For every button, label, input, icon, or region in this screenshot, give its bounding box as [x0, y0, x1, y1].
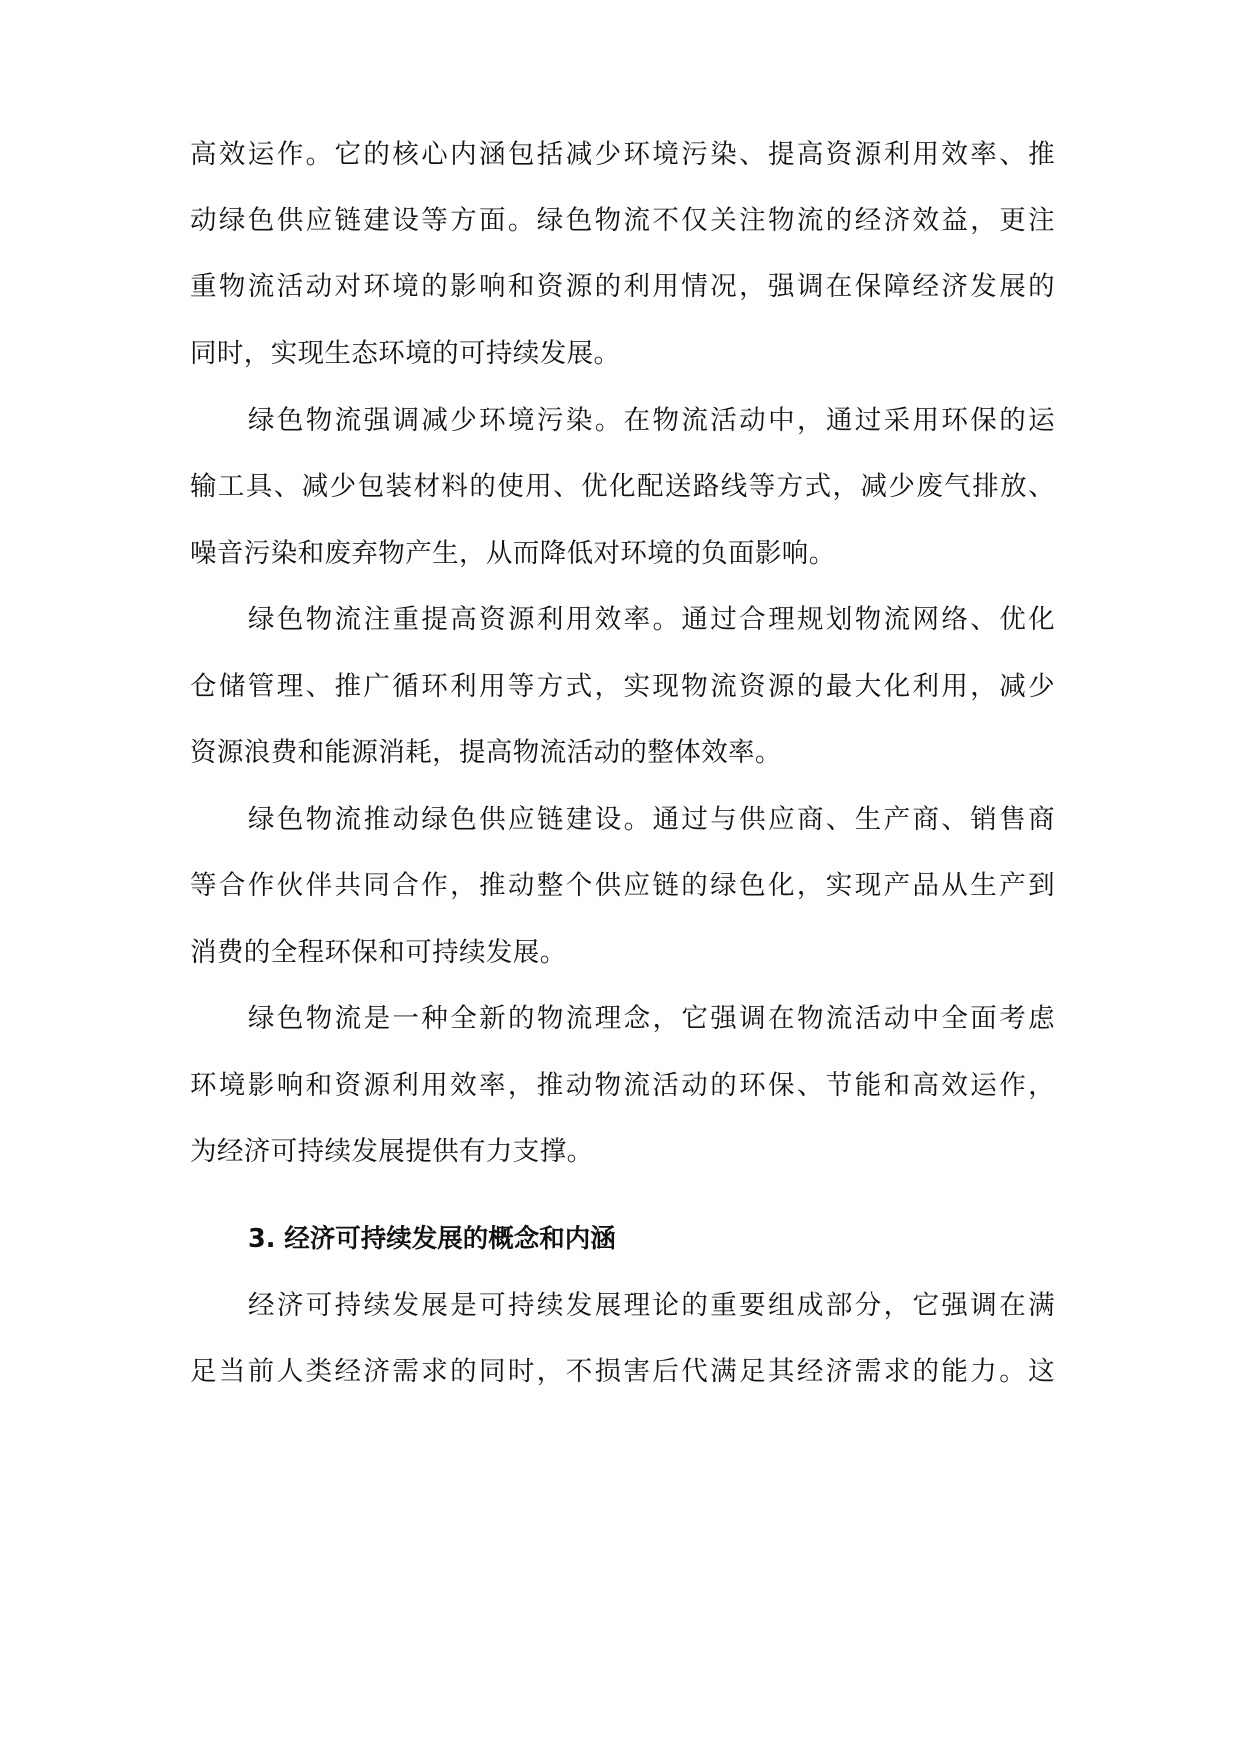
paragraph-5-line-2: 环境影响和资源利用效率，推动物流活动的环保、节能和高效运作，	[190, 1070, 1055, 1101]
paragraph-1-line-4: 同时，实现生态环境的可持续发展。	[190, 338, 621, 369]
section-heading: 3. 经济可持续发展的概念和内涵	[248, 1224, 616, 1254]
paragraph-3-line-1: 绿色物流注重提高资源利用效率。通过合理规划物流网络、优化	[248, 604, 1055, 635]
paragraph-1-line-3: 重物流活动对环境的影响和资源的利用情况，强调在保障经济发展的	[190, 271, 1055, 302]
paragraph-1-line-1: 高效运作。它的核心内涵包括减少环境污染、提高资源利用效率、推	[190, 139, 1055, 170]
paragraph-3-line-2: 仓储管理、推广循环利用等方式，实现物流资源的最大化利用，减少	[190, 671, 1055, 702]
paragraph-4-line-2: 等合作伙伴共同合作，推动整个供应链的绿色化，实现产品从生产到	[190, 870, 1055, 901]
paragraph-3-line-3: 资源浪费和能源消耗，提高物流活动的整体效率。	[190, 737, 782, 768]
paragraph-6-line-2: 足当前人类经济需求的同时，不损害后代满足其经济需求的能力。这	[190, 1356, 1055, 1387]
paragraph-2-line-3: 噪音污染和废弃物产生，从而降低对环境的负面影响。	[190, 538, 836, 569]
paragraph-1-line-2: 动绿色供应链建设等方面。绿色物流不仅关注物流的经济效益，更注	[190, 205, 1055, 236]
paragraph-5-line-1: 绿色物流是一种全新的物流理念，它强调在物流活动中全面考虑	[248, 1003, 1055, 1034]
paragraph-6-line-1: 经济可持续发展是可持续发展理论的重要组成部分，它强调在满	[248, 1290, 1055, 1321]
paragraph-4-line-3: 消费的全程环保和可持续发展。	[190, 937, 567, 968]
paragraph-2-line-1: 绿色物流强调减少环境污染。在物流活动中，通过采用环保的运	[248, 405, 1055, 436]
paragraph-2-line-2: 输工具、减少包装材料的使用、优化配送路线等方式，减少废气排放、	[190, 471, 1055, 502]
paragraph-4-line-1: 绿色物流推动绿色供应链建设。通过与供应商、生产商、销售商	[248, 804, 1055, 835]
paragraph-5-line-3: 为经济可持续发展提供有力支撑。	[190, 1136, 594, 1167]
